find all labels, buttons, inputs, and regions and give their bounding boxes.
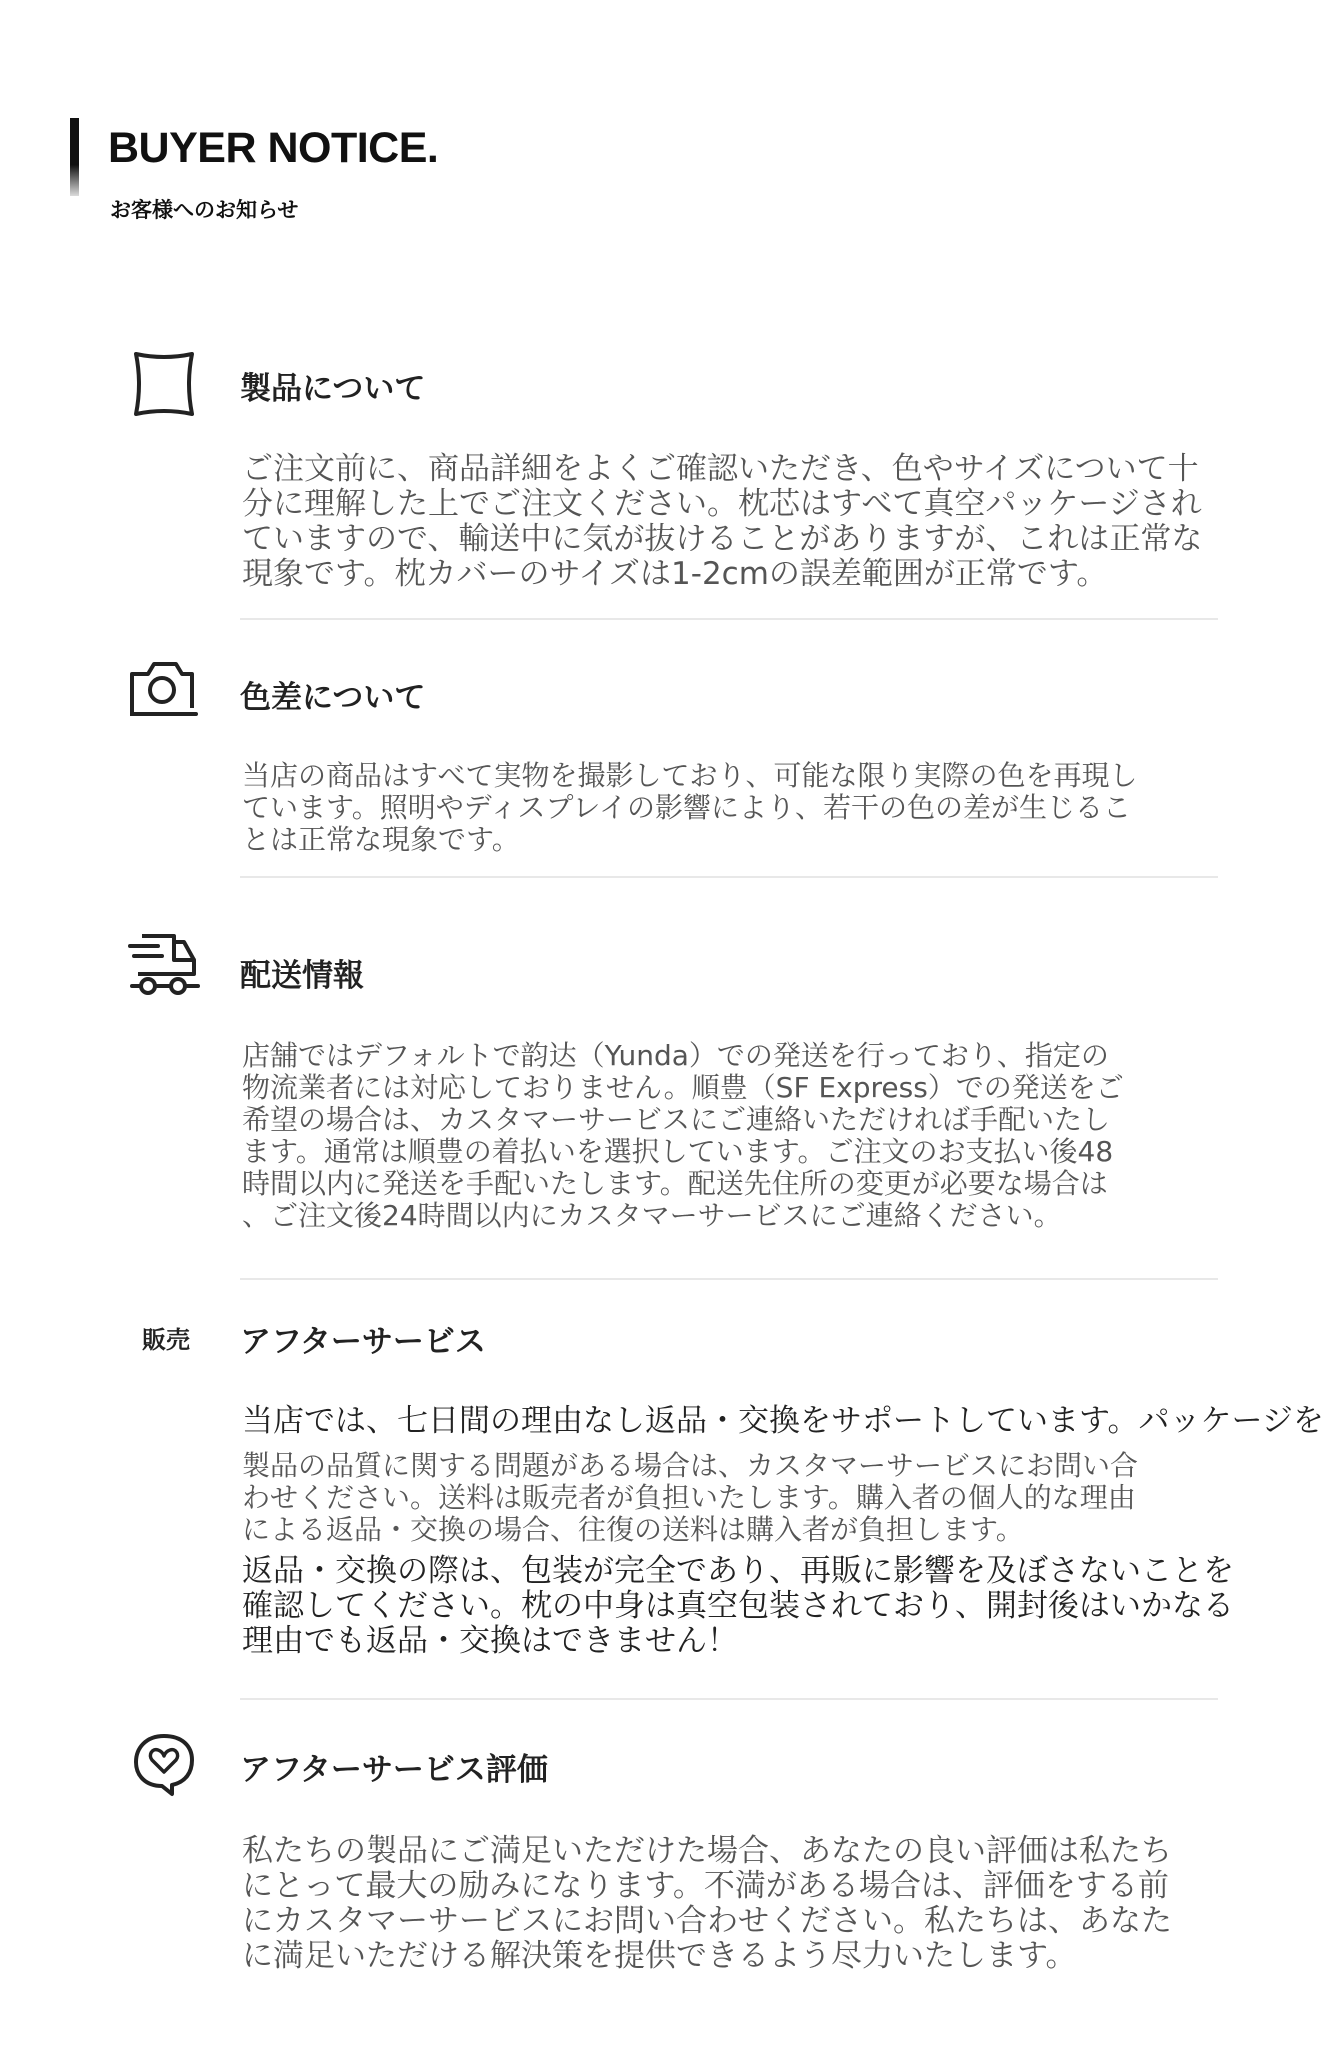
page-subtitle: お客様へのお知らせ <box>110 198 299 222</box>
divider <box>240 1698 1218 1700</box>
section-body: 店舗ではデフォルトで韵达（Yunda）での発送を行っており、指定の 物流業者には対応しておりません。順豊（SF Express）での発送をご 希望の場合は、カスタマーサービスにご連絡いただければ手配いたし ます。通常は順豊の着払いを選択しています。ご注文のお支払い後48 時間以内に発送を手配いたします。配送先住所の変更が必要な場合は 、ご注文後24時間以内にカスタマーサービスにご連絡ください。 <box>242 1039 1124 1232</box>
section-title: 配送情報 <box>240 958 364 994</box>
delivery-truck-icon <box>128 930 200 1002</box>
section-body: ご注文前に、商品詳細をよくご確認いただき、色やサイズについて十 分に理解した上でご注文ください。枕芯はすべて真空パッケージされ ていますので、輸送中に気が抜けることがありますが、これは正常な 現象です。枕カバーのサイズは1-2cmの誤差範囲が正常です。 <box>242 451 1203 592</box>
sales-label: 販売 <box>142 1326 190 1354</box>
heart-chat-icon <box>128 1728 200 1800</box>
header-accent-bar <box>70 118 79 196</box>
section-lead: 当店では、七日間の理由なし返品・交換をサポートしています。パッケージを <box>242 1403 1324 1439</box>
section-title: 色差について <box>240 680 426 716</box>
page-title: BUYER NOTICE. <box>108 124 439 172</box>
camera-icon <box>128 652 200 724</box>
section-title: 製品について <box>240 371 426 407</box>
section-title: アフターサービス <box>240 1324 486 1360</box>
section-body: 私たちの製品にご満足いただけた場合、あなたの良い評価は私たち にとって最大の励みになります。不満がある場合は、評価をする前 にカスタマーサービスにお問い合わせください。私たちは、あなた に満足いただける解決策を提供できるよう尽力いたします。 <box>242 1833 1172 1974</box>
section-body: 当店の商品はすべて実物を撮影しており、可能な限り実際の色を再現し ています。照明やディスプレイの影響により、若干の色の差が生じるこ とは正常な現象です。 <box>242 759 1138 856</box>
pillow-icon <box>128 348 200 420</box>
section-title: アフターサービス評価 <box>240 1752 548 1788</box>
section-body-notice: 返品・交換の際は、包装が完全であり、再販に影響を及ぼさないことを 確認してください。枕の中身は真空包装されており、開封後はいかなる 理由でも返品・交換はできません！ <box>242 1553 1234 1659</box>
divider <box>240 876 1218 878</box>
section-body: 製品の品質に関する問題がある場合は、カスタマーサービスにお問い合 わせください。送料は販売者が負担いたします。購入者の個人的な理由 による返品・交換の場合、往復の送料は購入者が負担します。 <box>242 1449 1139 1546</box>
divider <box>240 618 1218 620</box>
divider <box>240 1278 1218 1280</box>
